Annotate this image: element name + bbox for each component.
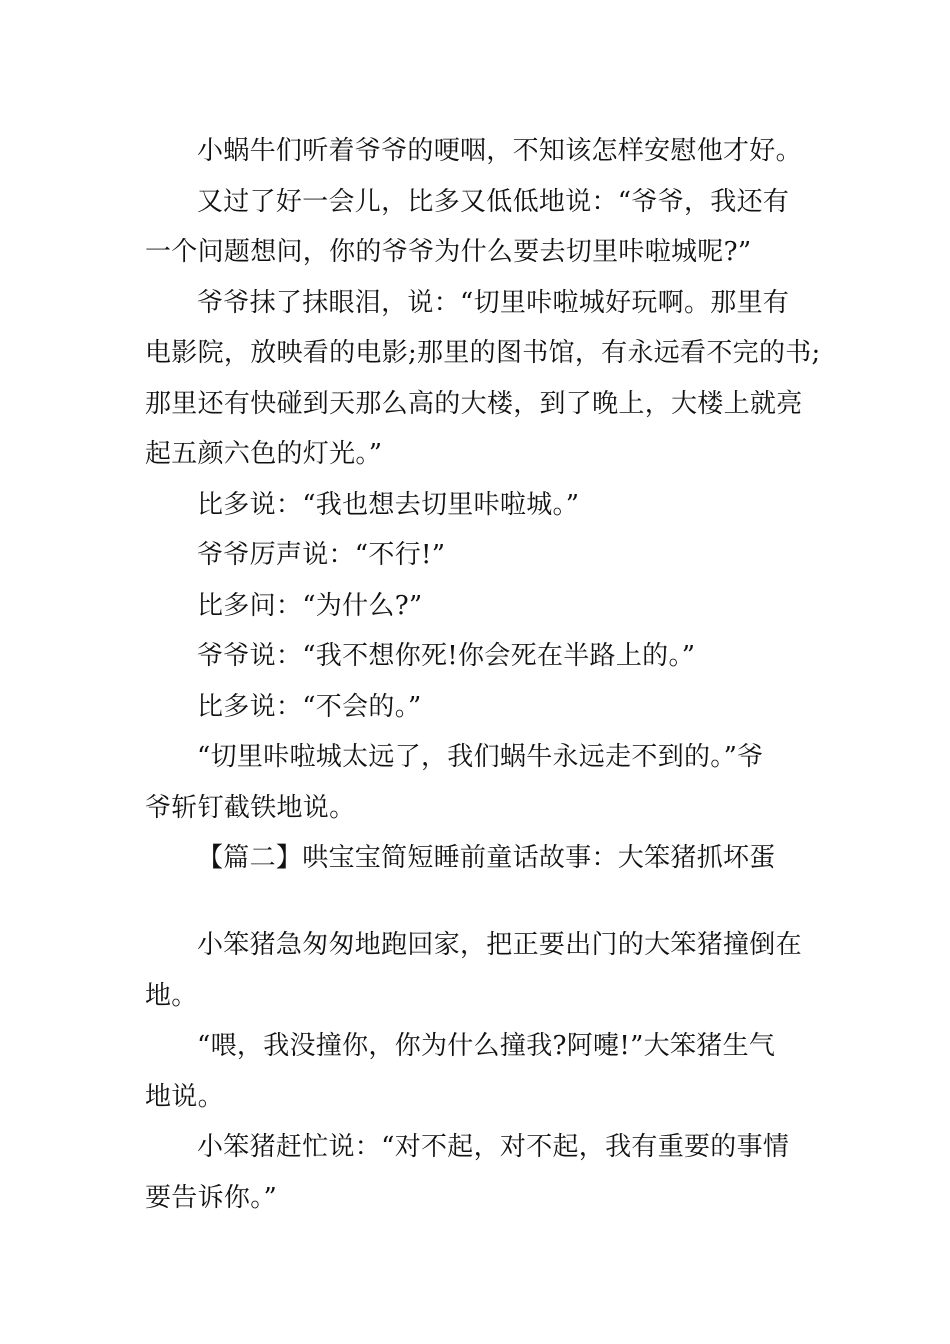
paragraph-line: 起五颜六色的灯光。”: [145, 439, 383, 469]
story-one-text: [145, 126, 821, 884]
paragraph-line: 要告诉你。”: [145, 1182, 278, 1213]
paragraph-line: 一个问题想问，你的爷爷为什么要去切里咔啦城呢?”: [145, 237, 752, 267]
paragraph-line: 爷爷抹了抹眼泪，说：“切里咔啦城好玩啊。那里有: [197, 287, 790, 318]
paragraph-line: 小蜗牛们听着爷爷的哽咽，不知该怎样安慰他才好。: [197, 136, 802, 166]
paragraph-line: 爷爷厉声说：“不行!”: [197, 540, 446, 570]
paragraph-line: 爷爷说：“我不想你死!你会死在半路上的。”: [197, 641, 696, 671]
paragraph-line: “切里咔啦城太远了，我们蜗牛永远走不到的。”爷: [197, 742, 764, 772]
paragraph-line: “喂，我没撞你，你为什么撞我?阿嚏!”大笨猪生气: [197, 1031, 776, 1061]
paragraph-line: 比多问：“为什么?”: [197, 590, 423, 621]
paragraph-line: 又过了好一会儿，比多又低低地说：“爷爷，我还有: [197, 186, 790, 217]
paragraph-line: 电影院，放映看的电影;那里的图书馆，有永远看不完的书;: [145, 338, 821, 368]
paragraph-line: 比多说：“不会的。”: [197, 691, 422, 722]
paragraph-line: 比多说：“我也想去切里咔啦城。”: [197, 489, 580, 520]
paragraph-line: 地说。: [145, 1081, 224, 1112]
section-heading: 【篇二】哄宝宝简短睡前童话故事：大笨猪抓坏蛋: [197, 843, 776, 873]
paragraph-line: 小笨猪赶忙说：“对不起，对不起，我有重要的事情: [197, 1132, 790, 1162]
paragraph-line: 那里还有快碰到天那么高的大楼，到了晚上，大楼上就亮: [145, 388, 803, 419]
paragraph-line: 爷斩钉截铁地说。: [145, 792, 356, 823]
paragraph-line: 小笨猪急匆匆地跑回家，把正要出门的大笨猪撞倒在: [197, 930, 802, 960]
paragraph-line: 地。: [145, 980, 198, 1011]
story-two-text: [145, 920, 810, 1223]
